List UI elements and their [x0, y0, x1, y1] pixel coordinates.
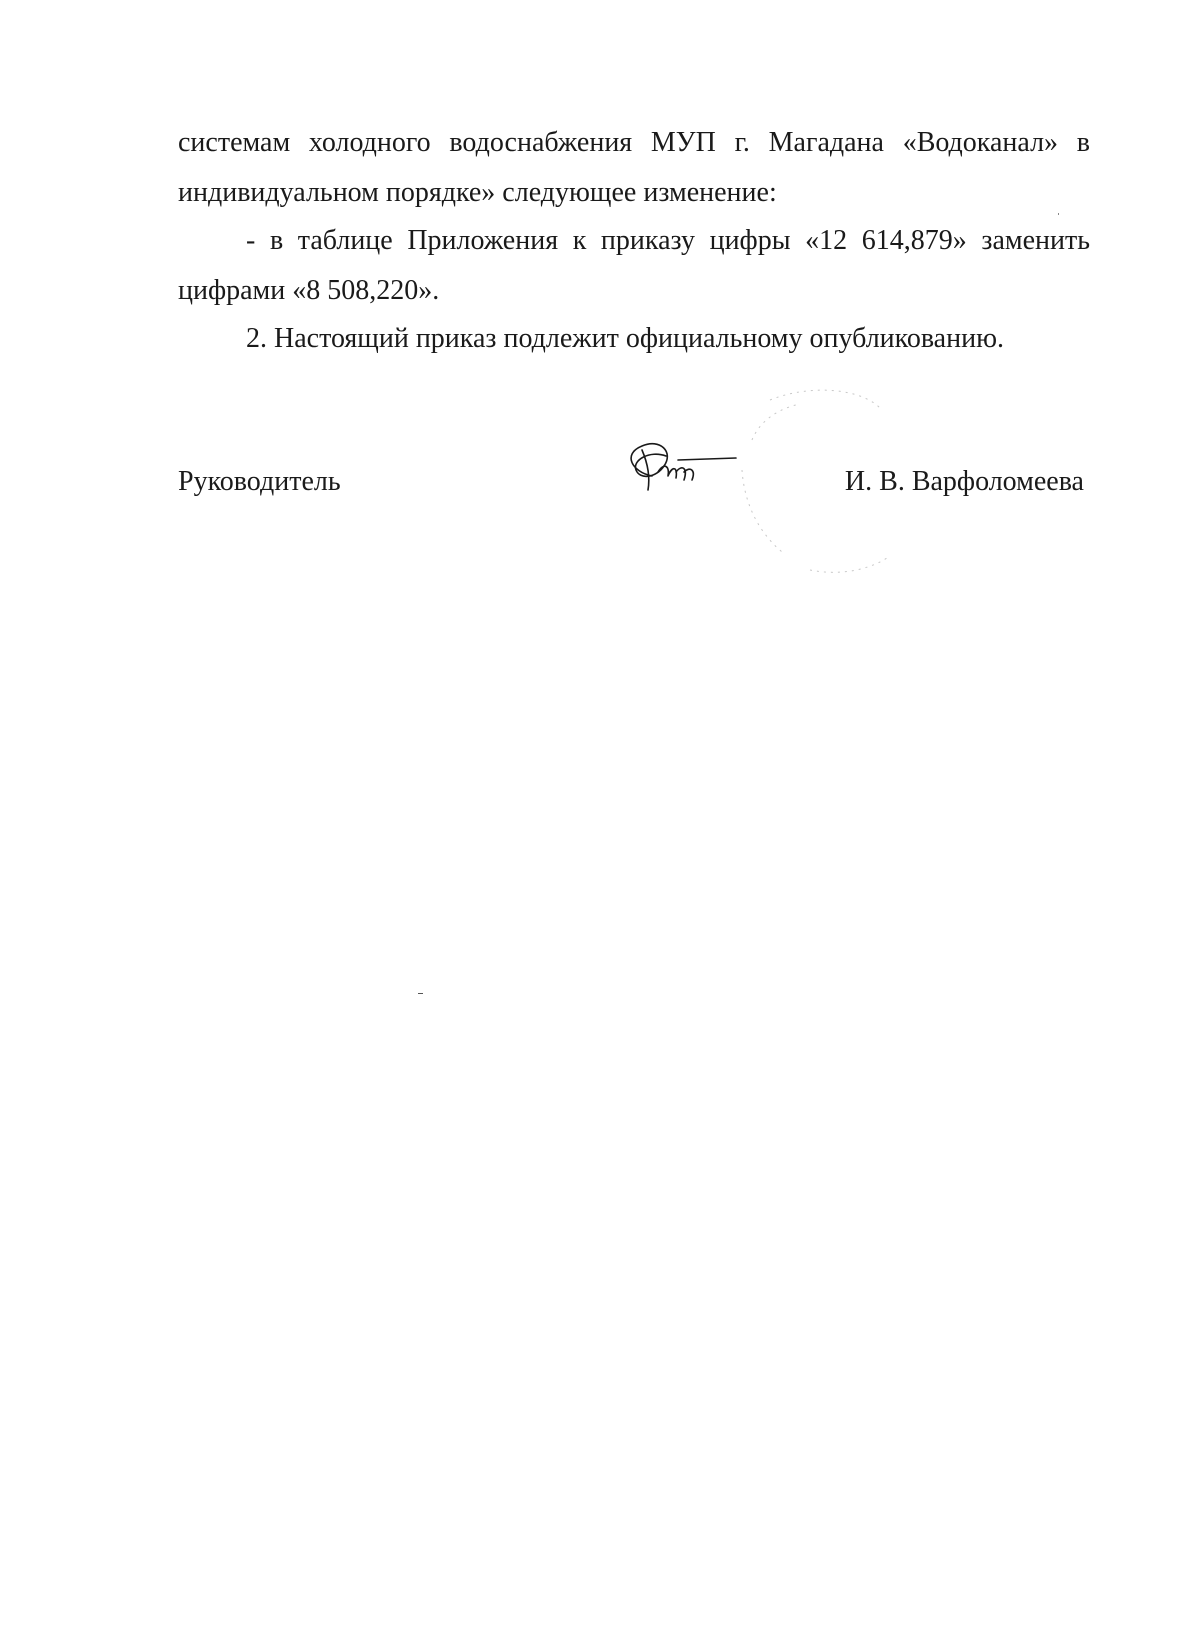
paragraph-amendment-intro: системам холодного водоснабжения МУП г. Магадана «Водоканал» в индивидуальном порядке» следующее изменение: — [178, 127, 1090, 208]
signatory-name: И. В. Варфоломеева — [844, 466, 1084, 497]
handwritten-signature — [612, 432, 742, 502]
paragraph-publication: 2. Настоящий приказ подлежит официальному опубликованию. — [246, 323, 1004, 354]
scan-speck — [418, 993, 423, 994]
faint-stamp-trace — [730, 380, 950, 600]
scan-speck — [1058, 213, 1059, 215]
signatory-title: Руководитель — [178, 466, 341, 497]
paragraph-amendment-change: - в таблице Приложения к приказу цифры «12 614,879» заменить цифрами «8 508,220». — [178, 225, 1090, 306]
